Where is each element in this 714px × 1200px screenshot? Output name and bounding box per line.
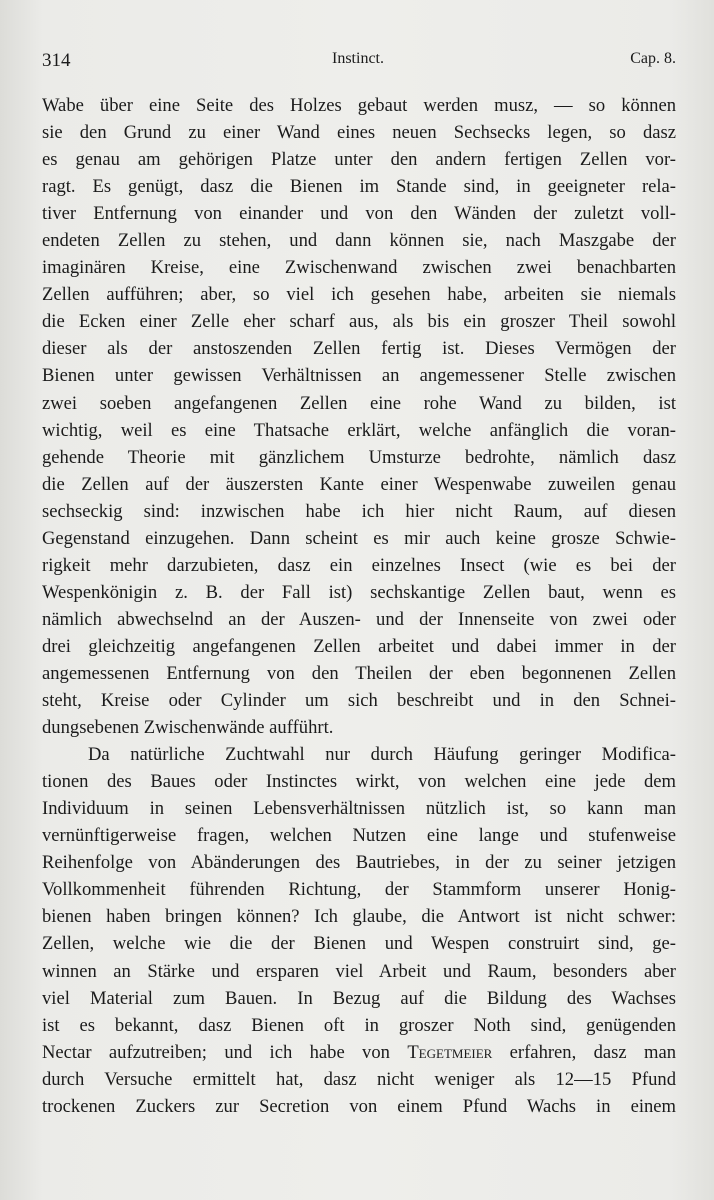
text-line: Bienen unter gewissen Verhältnissen an angemessener Stelle zwischen (42, 365, 676, 387)
text-line: nämlich abwechselnd an der Auszen- und der Innenseite von zwei oder (42, 608, 676, 630)
body-text (42, 92, 676, 1120)
text-line: Wespenkönigin z. B. der Fall ist) sechskantige Zellen baut, wenn es (42, 581, 676, 603)
text-line: trockenen Zuckers zur Secretion von einem Pfund Wachs in einem (42, 1095, 676, 1117)
text-line: wichtig, weil es eine Thatsache erklärt, welche anfänglich die voran- (42, 419, 676, 441)
text-line: Zellen aufführen; aber, so viel ich gesehen habe, arbeiten sie niemals (42, 284, 676, 306)
text-line: winnen an Stärke und ersparen viel Arbeit und Raum, besonders aber (42, 960, 676, 982)
text-line: durch Versuche ermittelt hat, dasz nicht weniger als 12—15 Pfund (42, 1068, 676, 1090)
text-line: angemessenen Entfernung von den Theilen der eben begonnenen Zellen (42, 662, 676, 684)
text-line: viel Material zum Bauen. In Bezug auf die Bildung des Wachses (42, 987, 676, 1009)
text-line: tiver Entfernung von einander und von den Wänden der zuletzt voll- (42, 203, 676, 225)
text-line: zwei soeben angefangenen Zellen eine rohe Wand zu bilden, ist (42, 392, 676, 414)
text-line: ist es bekannt, dasz Bienen oft in groszer Noth sind, genügenden (42, 1014, 676, 1036)
running-title: Instinct. (332, 50, 384, 67)
text-line: tionen des Baues oder Instinctes wirkt, von welchen eine jede dem (42, 771, 676, 793)
author-name-smallcaps: Tegetmeier (407, 1041, 493, 1063)
text-line: ragt. Es genügt, dasz die Bienen im Stande sind, in geeigneter rela- (42, 176, 676, 198)
text-line: bienen haben bringen können? Ich glaube, die Antwort ist nicht schwer: (42, 906, 676, 928)
text-fragment: erfahren, dasz man (492, 1041, 676, 1063)
text-line: endeten Zellen zu stehen, und dann können sie, nach Maszgabe der (42, 230, 676, 252)
text-line: Zellen, welche wie die der Bienen und Wespen construirt sind, ge- (42, 933, 676, 955)
text-line: die Ecken einer Zelle eher scharf aus, als bis ein groszer Theil sowohl (42, 311, 676, 333)
text-line: Individuum in seinen Lebensverhältnissen nützlich ist, so kann man (42, 798, 676, 820)
text-line: dieser als der anstoszenden Zellen fertig ist. Dieses Vermögen der (42, 338, 676, 360)
text-line: Vollkommenheit führenden Richtung, der Stammform unserer Honig- (42, 879, 676, 901)
text-line: es genau am gehörigen Platze unter den andern fertigen Zellen vor- (42, 149, 676, 171)
text-line: die Zellen auf der äuszersten Kante einer Wespenwabe zuweilen genau (42, 473, 676, 495)
text-fragment: Nectar aufzutreiben; und ich habe von (42, 1041, 408, 1063)
text-line: sie den Grund zu einer Wand eines neuen Sechsecks legen, so dasz (42, 122, 676, 144)
text-line: gehende Theorie mit gänzlichem Umsturze bedrohte, nämlich dasz (42, 446, 676, 468)
text-line: vernünftigerweise fragen, welchen Nutzen eine lange und stufenweise (42, 825, 676, 847)
page-header (42, 48, 676, 78)
text-line: steht, Kreise oder Cylinder um sich beschreibt und in den Schnei- (42, 690, 676, 712)
paragraph-start-line: Da natürliche Zuchtwahl nur durch Häufung geringer Modifica- (88, 744, 676, 766)
text-line: Wabe über eine Seite des Holzes gebaut werden musz, — so können (42, 95, 676, 116)
paragraph-end-line: dungsebenen Zwischenwände aufführt. (42, 717, 334, 739)
page-number: 314 (42, 50, 71, 71)
chapter-label: Cap. 8. (630, 50, 676, 67)
text-line: imaginären Kreise, eine Zwischenwand zwischen zwei benachbarten (42, 257, 676, 279)
text-line: rigkeit mehr darzubieten, dasz ein einzelnes Insect (wie es bei der (42, 554, 676, 576)
text-line: drei gleichzeitig angefangenen Zellen arbeitet und dabei immer in der (42, 635, 676, 657)
text-line: Reihenfolge von Abänderungen des Bautriebes, in der zu seiner jetzigen (42, 852, 676, 874)
text-line (42, 1039, 676, 1066)
text-line: Gegenstand einzugehen. Dann scheint es mir auch keine grosze Schwie- (42, 527, 676, 549)
text-line: sechseckig sind: inzwischen habe ich hier nicht Raum, auf diesen (42, 500, 676, 522)
